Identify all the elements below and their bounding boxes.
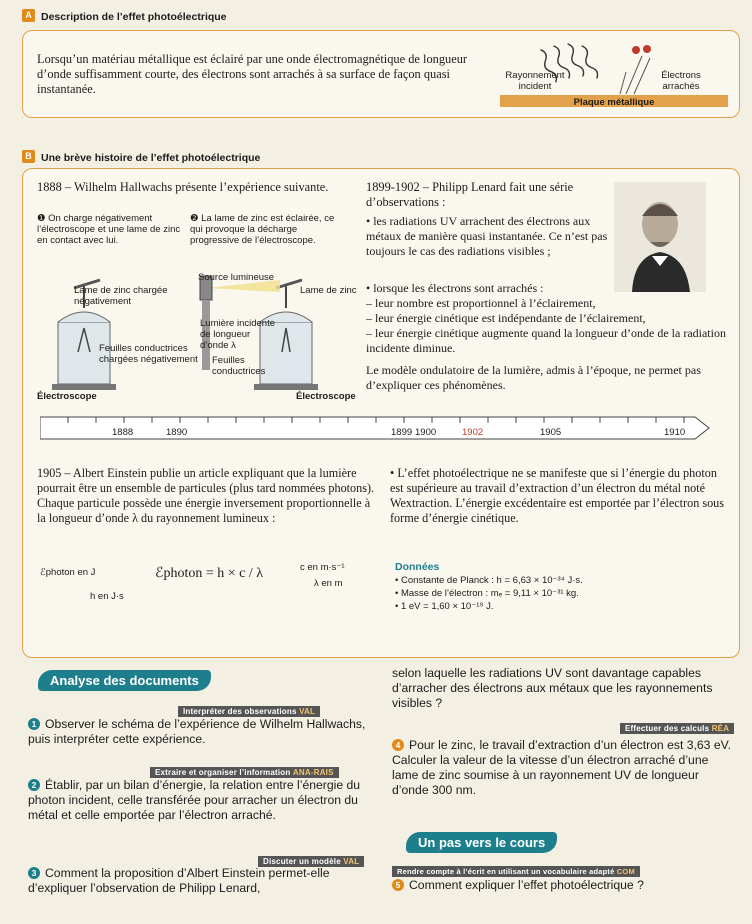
- tag2-text: Extraire et organiser l’information: [155, 768, 291, 777]
- tag2-label: [150, 767, 339, 778]
- donnees-title: Données: [395, 561, 440, 573]
- diagram-source-label: Source lumineuse: [198, 272, 275, 283]
- formula-ephoton-label: ℰphoton en J: [40, 567, 96, 578]
- effet-text: • L’effet photoélectrique ne se manifeste que si l’énergie du photon est supérieure au travail d’extraction d’un électron du métal noté Wextraction. L’énergie excédentaire est emportée par l’électron sous forme d’énergie cinétique.: [390, 466, 725, 525]
- tag5: [392, 861, 640, 879]
- section-a-header: [22, 7, 722, 25]
- q5-number: 5: [392, 879, 404, 891]
- analyse-title: Analyse des documents: [38, 670, 211, 691]
- section-b-title: Une brève histoire de l’effet photoélectrique: [41, 152, 261, 164]
- einstein-formula: ℰphoton = h × c / λ: [155, 566, 264, 581]
- timeline-year-1888: 1888: [112, 427, 134, 438]
- fig-rayonnement-label: Rayonnement incident: [505, 70, 565, 92]
- donnees-planck: • Constante de Planck : h = 6,63 × 10⁻³⁴ J·s.: [395, 575, 583, 586]
- tag4: [620, 718, 734, 736]
- q4-number: 4: [392, 739, 404, 751]
- lenard-conclusion: Le modèle ondulatoire de la lumière, admis à l’époque, ne permet pas d’expliquer ces phénomènes.: [366, 363, 701, 392]
- tag4-label: [620, 723, 734, 734]
- question-3-part2: selon laquelle les radiations UV sont davantage capables d’arracher des électrons aux métaux que les rayonnements visibles ?: [392, 666, 713, 710]
- lenard-head: 1899-1902 – Philipp Lenard fait une série d’observations :: [366, 180, 574, 209]
- electron-icon: [632, 46, 640, 54]
- section-b-header: [22, 148, 722, 166]
- hallwachs-step1: ❶ On charge négativement l’électroscope et une lame de zinc en contact avec lui.: [37, 213, 181, 246]
- tag4-text: Effectuer des calculs: [625, 724, 710, 733]
- diagram-electroscope-left-label: Électroscope: [37, 391, 97, 402]
- timeline-year-1905: 1905: [540, 427, 562, 438]
- fig-plaque-label: Plaque métallique: [573, 97, 655, 108]
- diagram-lame-zinc-label: Lame de zinc: [300, 285, 357, 296]
- timeline-svg: [40, 413, 710, 443]
- question-5: [392, 878, 737, 893]
- question-1: [28, 717, 373, 747]
- formula-h-label: h en J·s: [90, 591, 124, 602]
- q5-text: Comment expliquer l’effet photoélectrique ?: [409, 878, 644, 892]
- section-a-letter: A: [22, 9, 35, 22]
- timeline-year-1890: 1890: [166, 427, 188, 438]
- q3-number: 3: [28, 867, 40, 879]
- fig-electrons-label: Électrons arrachés: [661, 70, 701, 92]
- q2-text: Établir, par un bilan d’énergie, la relation entre l’énergie du photon incident, celle transférée pour arracher un électron du métal et celle emportée par l’électron arraché.: [28, 778, 361, 822]
- lenard-bullet2: • lorsque les électrons sont arrachés :: [366, 281, 544, 295]
- tag1-label: [178, 706, 320, 717]
- lenard-portrait: [614, 182, 706, 292]
- diagram-electroscope-right-label: Électroscope: [296, 391, 356, 402]
- section-a-title: Description de l’effet photoélectrique: [41, 11, 227, 23]
- section-b-letter: B: [22, 150, 35, 163]
- q1-number: 1: [28, 718, 40, 730]
- tag4-code: RÉA: [711, 724, 730, 733]
- diagram-feuilles-right-label: Feuilles conductrices: [212, 355, 266, 377]
- lenard-dash1: – leur nombre est proportionnel à l’éclairement,: [366, 296, 596, 310]
- tag5-code: COM: [616, 867, 635, 876]
- lenard-dash2: – leur énergie cinétique est indépendante de l’éclairement,: [366, 311, 646, 325]
- section-a-text: Lorsqu’un matériau métallique est éclairé par une onde électromagnétique de longueur d’onde suffisamment courte, des électrons sont arrachés à sa surface de façon quasi instantanée.: [37, 52, 468, 96]
- timeline-year-1910: 1910: [664, 427, 686, 438]
- hallwachs-head: 1888 – Wilhelm Hallwachs présente l’expérience suivante.: [37, 180, 329, 194]
- question-3-part1: [28, 866, 373, 896]
- diagram-feuilles-left-label: Feuilles conductrices chargées négativement: [99, 343, 198, 365]
- formula-c-label: c en m·s⁻¹: [300, 562, 345, 573]
- timeline: [40, 413, 710, 443]
- donnees-ev: • 1 eV = 1,60 × 10⁻¹⁹ J.: [395, 601, 494, 612]
- question-2: [28, 778, 373, 823]
- tag3-code: VAL: [343, 857, 360, 866]
- formula-lambda-label: λ en m: [314, 578, 343, 589]
- cours-title: Un pas vers le cours: [406, 832, 557, 853]
- tag1-code: VAL: [299, 707, 316, 716]
- q4-text: Pour le zinc, le travail d’extraction d’un électron est 3,63 eV. Calculer la valeur de la vitesse d’un électron arraché d’une lame de zinc soumise à un rayonnement UV de longueur d’onde 300 nm.: [392, 738, 732, 797]
- timeline-year-1899: 1899: [391, 427, 413, 438]
- q2-number: 2: [28, 779, 40, 791]
- tag5-label: [392, 866, 640, 877]
- electron-icon: [643, 45, 651, 53]
- tag1-text: Interpréter des observations: [183, 707, 297, 716]
- diagram-lumiere-label: Lumière incidente de longueur d’onde λ: [200, 318, 275, 351]
- tag5-text: Rendre compte à l’écrit en utilisant un vocabulaire adapté: [397, 867, 615, 876]
- q3-text-part1: Comment la proposition d’Albert Einstein permet-elle d’expliquer l’observation de Philipp Lenard,: [28, 866, 330, 895]
- tag2-code: ANA-RAIS: [292, 768, 334, 777]
- lenard-bullet1: • les radiations UV arrachent des électrons aux métaux de manière quasi instantanée. Ce n’est pas toujours le cas des radiations visibles ;: [366, 214, 608, 258]
- q1-text: Observer le schéma de l’expérience de Wilhelm Hallwachs, puis interpréter cette expérience.: [28, 717, 366, 746]
- einstein-text: 1905 – Albert Einstein publie un article expliquant que la lumière pourrait être un ensemble de particules (plus tard nommées photons). Chaque particule possède une énergie inversement proportionnelle à la longueur d’onde λ du rayonnement lumineux :: [37, 466, 375, 525]
- lenard-dash3: – leur énergie cinétique augmente quand la longueur d’onde de la radiation incidente diminue.: [366, 326, 726, 355]
- diagram-lame-chargee-label: Lame de zinc chargée négativement: [74, 285, 168, 307]
- question-4: [392, 738, 737, 798]
- timeline-year-1900: 1900: [415, 427, 437, 438]
- hallwachs-step2: ❷ La lame de zinc est éclairée, ce qui provoque la décharge progressive de l’électroscope.: [190, 213, 335, 246]
- donnees-masse: • Masse de l’électron : mₑ = 9,11 × 10⁻³¹ kg.: [395, 588, 579, 599]
- timeline-year-1902: 1902: [462, 427, 484, 438]
- lenard-portrait-svg: [614, 182, 706, 292]
- tag3-text: Discuter un modèle: [263, 857, 341, 866]
